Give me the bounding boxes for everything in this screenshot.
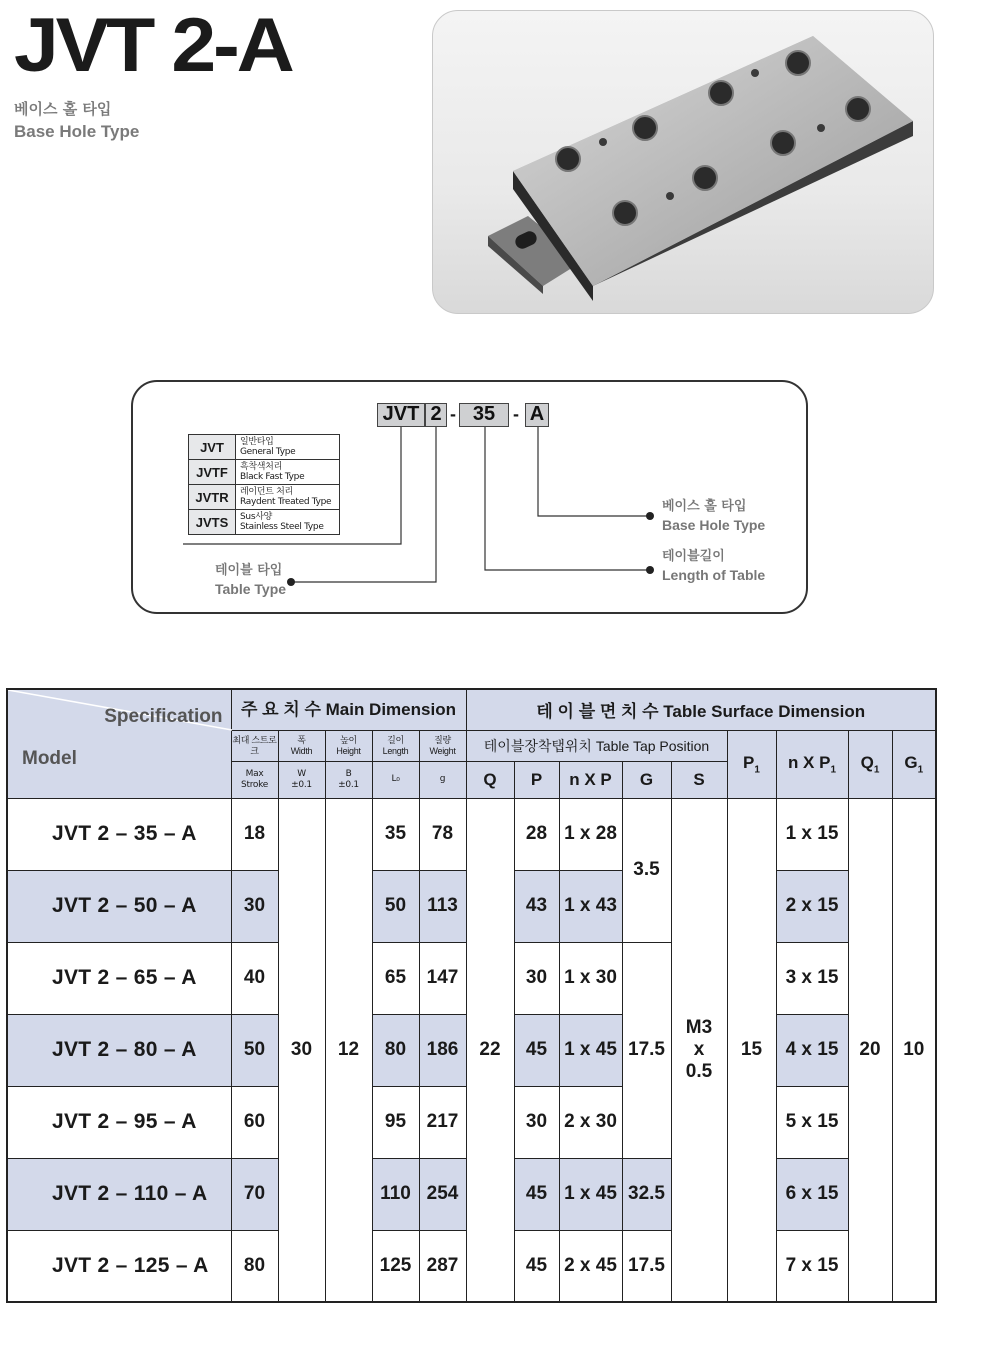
cell-P: 45	[514, 1158, 559, 1230]
cell-stroke: 50	[231, 1014, 278, 1086]
cell-length: 110	[372, 1158, 419, 1230]
code-dash: -	[513, 404, 519, 424]
cell-P: 30	[514, 942, 559, 1014]
cell-nXP1: 5 x 15	[776, 1086, 848, 1158]
cell-P: 43	[514, 870, 559, 942]
type-code: JVTF	[189, 460, 236, 485]
cell-nXP: 2 x 30	[559, 1086, 622, 1158]
cell-P1: 15	[727, 798, 776, 1302]
cell-model: JVT 2 – 35 – A	[7, 798, 231, 870]
cell-weight: 78	[419, 798, 466, 870]
col-height-sym: B ±0.1	[325, 761, 372, 798]
col-S: S	[671, 761, 727, 798]
cell-nXP1: 4 x 15	[776, 1014, 848, 1086]
cell-G: 3.5	[622, 798, 671, 942]
col-length-ko: 길이 Length	[372, 730, 419, 761]
cell-P: 45	[514, 1230, 559, 1302]
col-nXP1: n X $P_1$	[776, 730, 848, 798]
type-desc: Sus사양 Stainless Steel Type	[236, 510, 340, 535]
col-Q1: $Q_1$	[848, 730, 892, 798]
header-tap-position: 테이블장착탭위치 Table Tap Position	[466, 730, 727, 761]
cell-nXP: 2 x 45	[559, 1230, 622, 1302]
table-row	[7, 798, 936, 870]
type-code: JVT	[189, 435, 236, 460]
cell-stroke: 40	[231, 942, 278, 1014]
cell-nXP: 1 x 45	[559, 1014, 622, 1086]
cell-G: 32.5	[622, 1158, 671, 1230]
label-length: 테이블길이 Length of Table	[662, 549, 766, 583]
cell-model: JVT 2 – 65 – A	[7, 942, 231, 1014]
code-dash: -	[450, 404, 456, 424]
cell-nXP1: 1 x 15	[776, 798, 848, 870]
code-part-series: JVT	[377, 403, 425, 427]
list-item	[189, 485, 340, 510]
cell-length: 125	[372, 1230, 419, 1302]
cell-nXP1: 3 x 15	[776, 942, 848, 1014]
cell-G: 17.5	[622, 1230, 671, 1302]
code-part-length: 35	[459, 403, 509, 427]
cell-model: JVT 2 – 125 – A	[7, 1230, 231, 1302]
cell-length: 35	[372, 798, 419, 870]
type-code: JVTS	[189, 510, 236, 535]
cell-S: M3 x 0.5	[671, 798, 727, 1302]
cell-G: 17.5	[622, 942, 671, 1158]
cell-nXP1: 6 x 15	[776, 1158, 848, 1230]
label-table-type: 테이블 타입 Table Type	[215, 563, 287, 597]
col-height-ko: 높이 Height	[325, 730, 372, 761]
col-length-sym: L₀	[372, 761, 419, 798]
product-photo	[432, 10, 934, 314]
cell-G1: 10	[892, 798, 936, 1302]
col-width-ko: 폭 Width	[278, 730, 325, 761]
cell-weight: 217	[419, 1086, 466, 1158]
cell-length: 95	[372, 1086, 419, 1158]
type-desc: 흑착색처리 Black Fast Type	[236, 460, 340, 485]
cell-stroke: 60	[231, 1086, 278, 1158]
code-part-hole: A	[525, 403, 549, 427]
col-weight-ko: 질량 Weight	[419, 730, 466, 761]
cell-nXP1: 7 x 15	[776, 1230, 848, 1302]
cell-width: 30	[278, 798, 325, 1302]
cell-Q: 22	[466, 798, 514, 1302]
col-G: G	[622, 761, 671, 798]
cell-weight: 287	[419, 1230, 466, 1302]
cell-stroke: 30	[231, 870, 278, 942]
table-type-list	[188, 434, 340, 535]
subtitle-korean: 베이스 홀 타입	[14, 100, 112, 118]
cell-nXP: 1 x 28	[559, 798, 622, 870]
corner-model-label: Model	[22, 748, 77, 769]
cell-model: JVT 2 – 80 – A	[7, 1014, 231, 1086]
header-surface-dimension: 테 이 블 면 치 수 Table Surface Dimension	[466, 689, 936, 730]
label-base-hole: 베이스 홀 타입 Base Hole Type	[662, 499, 766, 533]
col-stroke-en: Max Stroke	[231, 761, 278, 798]
model-code-diagram	[131, 380, 808, 614]
cell-weight: 254	[419, 1158, 466, 1230]
cell-P: 45	[514, 1014, 559, 1086]
cell-stroke: 80	[231, 1230, 278, 1302]
cell-model: JVT 2 – 50 – A	[7, 870, 231, 942]
cell-model: JVT 2 – 95 – A	[7, 1086, 231, 1158]
code-part-size: 2	[425, 403, 447, 427]
cell-weight: 186	[419, 1014, 466, 1086]
list-item	[189, 510, 340, 535]
corner-spec-label: Specification	[104, 706, 223, 727]
page-title: JVT 2-A	[14, 3, 292, 88]
cell-nXP1: 2 x 15	[776, 870, 848, 942]
header-main-dimension: 주 요 치 수 Main Dimension	[231, 689, 466, 730]
col-weight-sym: g	[419, 761, 466, 798]
type-desc: 일반타입 General Type	[236, 435, 340, 460]
type-code: JVTR	[189, 485, 236, 510]
col-P: P	[514, 761, 559, 798]
list-item	[189, 435, 340, 460]
cell-model: JVT 2 – 110 – A	[7, 1158, 231, 1230]
type-desc: 레이던트 처리 Raydent Treated Type	[236, 485, 340, 510]
col-Q: Q	[466, 761, 514, 798]
cell-length: 50	[372, 870, 419, 942]
col-P1: $P_1$	[727, 730, 776, 798]
list-item	[189, 460, 340, 485]
col-stroke-ko: 최대 스트로크	[231, 730, 278, 761]
cell-length: 80	[372, 1014, 419, 1086]
cell-weight: 113	[419, 870, 466, 942]
cell-nXP: 1 x 30	[559, 942, 622, 1014]
subtitle-english: Base Hole Type	[14, 122, 140, 141]
cell-nXP: 1 x 43	[559, 870, 622, 942]
table-corner	[7, 689, 231, 798]
cell-stroke: 70	[231, 1158, 278, 1230]
cell-nXP: 1 x 45	[559, 1158, 622, 1230]
col-G1: $G_1$	[892, 730, 936, 798]
cell-P: 28	[514, 798, 559, 870]
col-nXP: n X P	[559, 761, 622, 798]
cell-stroke: 18	[231, 798, 278, 870]
col-width-sym: W ±0.1	[278, 761, 325, 798]
cell-length: 65	[372, 942, 419, 1014]
specification-table	[6, 688, 937, 1303]
cell-weight: 147	[419, 942, 466, 1014]
cell-Q1: 20	[848, 798, 892, 1302]
cell-height: 12	[325, 798, 372, 1302]
cell-P: 30	[514, 1086, 559, 1158]
